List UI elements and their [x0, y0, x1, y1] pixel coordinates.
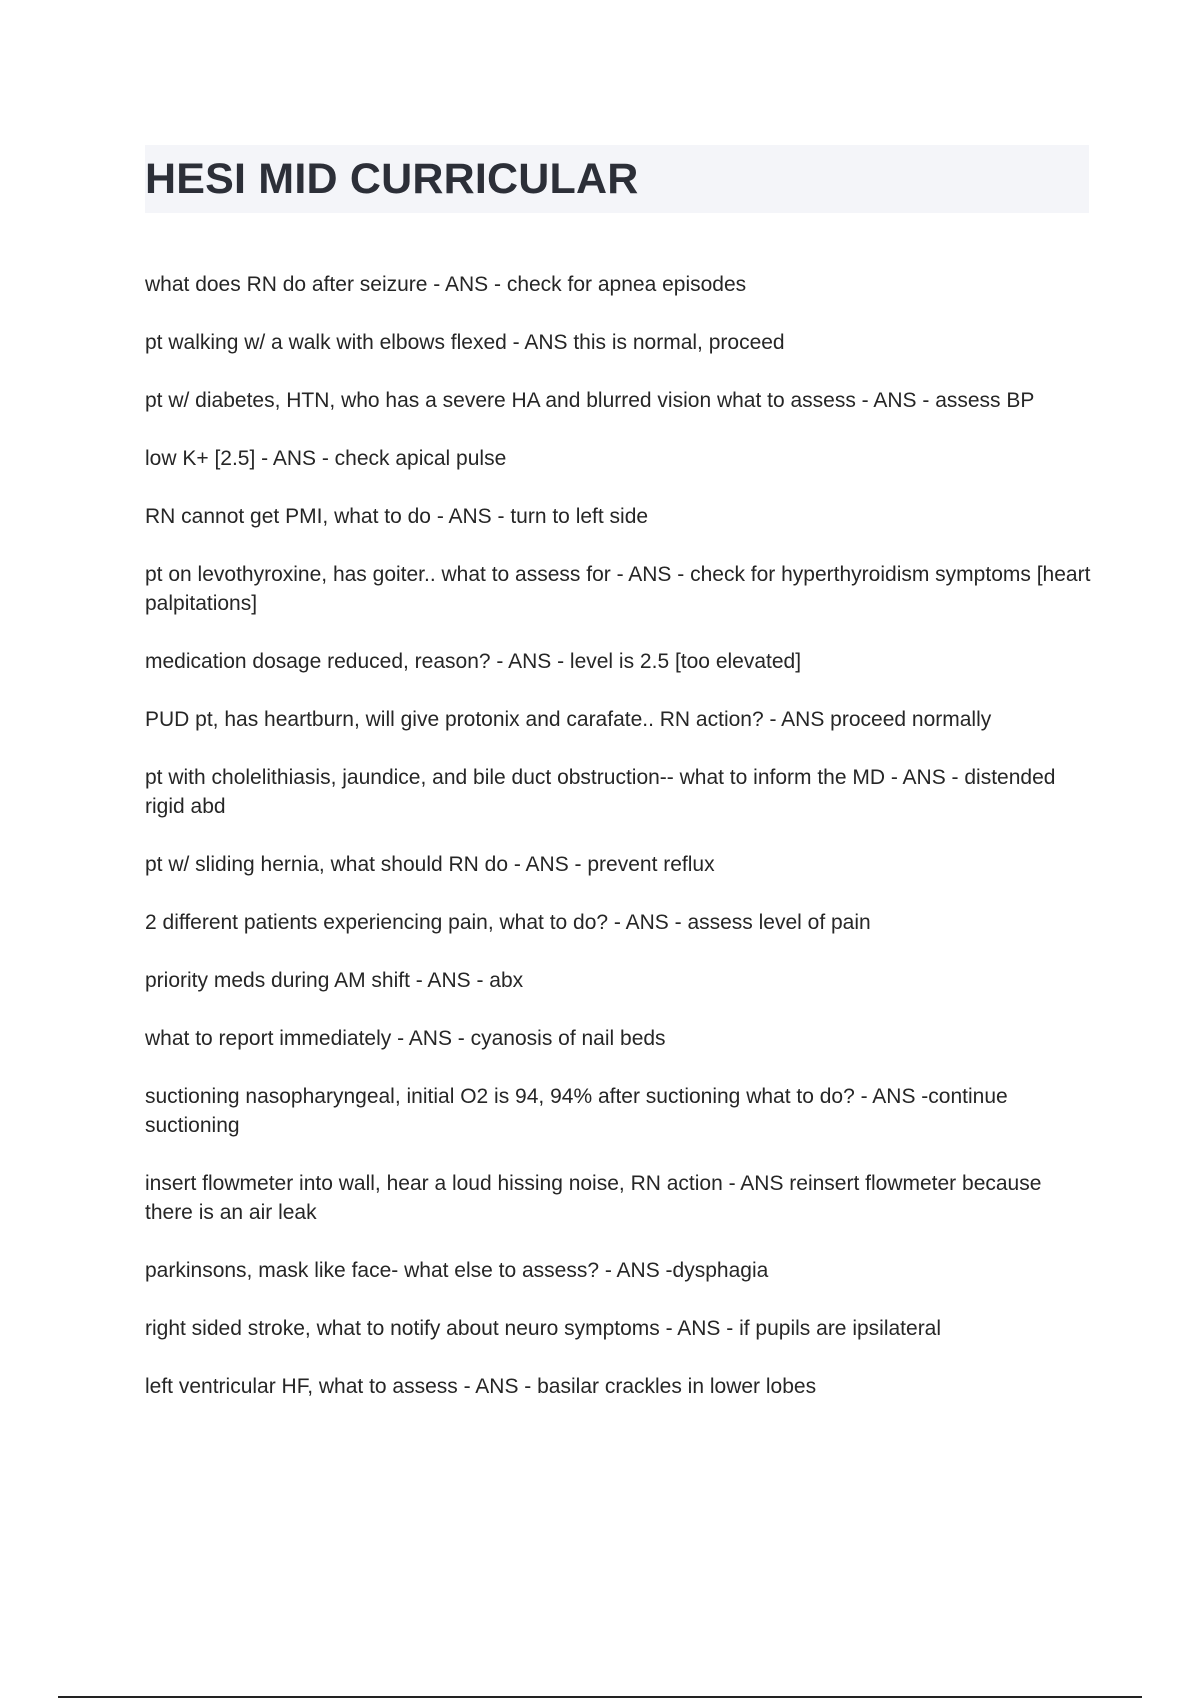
qa-item-7: medication dosage reduced, reason? - ANS - level is 2.5 [too elevated] — [145, 650, 802, 673]
qa-item-13: what to report immediately - ANS - cyanosis of nail beds — [145, 1027, 666, 1050]
qa-item-15: insert flowmeter into wall, hear a loud hissing noise, RN action - ANS reinsert flowmeter because there is an air leak — [145, 1172, 1042, 1224]
page-title: HESI MID CURRICULAR — [145, 155, 639, 203]
qa-item-9: pt with cholelithiasis, jaundice, and bile duct obstruction-- what to inform the MD - ANS - distended rigid abd — [145, 766, 1056, 818]
footer-rule — [58, 1696, 1142, 1698]
qa-item-1: what does RN do after seizure - ANS - check for apnea episodes — [145, 273, 747, 296]
qa-item-11: 2 different patients experiencing pain, what to do? - ANS - assess level of pain — [145, 911, 871, 934]
qa-item-14: suctioning nasopharyngeal, initial O2 is 94, 94% after suctioning what to do? - ANS -continue suctioning — [145, 1085, 1008, 1137]
qa-item-17: right sided stroke, what to notify about neuro symptoms - ANS - if pupils are ipsilateral — [145, 1317, 942, 1340]
qa-item-12: priority meds during AM shift - ANS - abx — [145, 969, 524, 992]
qa-list — [145, 270, 1095, 1430]
qa-item-4: low K+ [2.5] - ANS - check apical pulse — [145, 447, 507, 470]
qa-item-8: PUD pt, has heartburn, will give protonix and carafate.. RN action? - ANS proceed normally — [145, 708, 992, 731]
qa-item-3: pt w/ diabetes, HTN, who has a severe HA and blurred vision what to assess - ANS - assess BP — [145, 389, 1035, 412]
title-band — [145, 145, 1089, 213]
qa-item-2: pt walking w/ a walk with elbows flexed - ANS this is normal, proceed — [145, 331, 785, 354]
qa-item-18: left ventricular HF, what to assess - ANS - basilar crackles in lower lobes — [145, 1375, 817, 1398]
qa-item-10: pt w/ sliding hernia, what should RN do - ANS - prevent reflux — [145, 853, 715, 876]
qa-item-16: parkinsons, mask like face- what else to assess? - ANS -dysphagia — [145, 1259, 769, 1282]
qa-item-6: pt on levothyroxine, has goiter.. what to assess for - ANS - check for hyperthyroidism symptoms [heart palpitations] — [145, 563, 1091, 615]
qa-item-5: RN cannot get PMI, what to do - ANS - turn to left side — [145, 505, 649, 528]
